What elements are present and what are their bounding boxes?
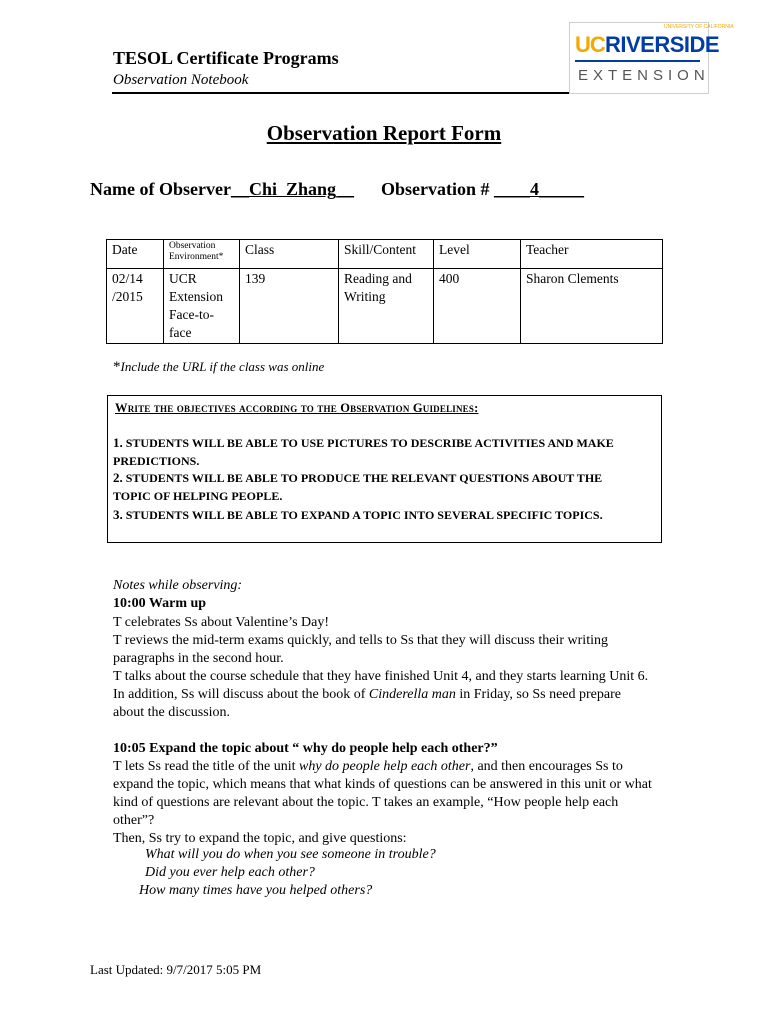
table-header-row: [107, 240, 663, 269]
observation-number-label: Observation #: [381, 179, 490, 199]
header-date: Date: [107, 240, 164, 269]
ucr-extension-logo: [569, 22, 734, 94]
logo-extension-text: EXTENSION: [578, 67, 710, 84]
logo-divider: [575, 60, 700, 62]
student-question: What will you do when you see someone in trouble?: [145, 847, 436, 862]
objective-text: STUDENTS WILL BE ABLE TO PRODUCE THE RELEVANT QUESTIONS ABOUT THE TOPIC OF HELPING PEOPLE.: [113, 471, 603, 503]
logo-university-text: UNIVERSITY OF CALIFORNIA: [664, 24, 734, 30]
warmup-line: [113, 668, 653, 722]
student-question: Did you ever help each other?: [145, 865, 315, 880]
observer-line: [90, 179, 584, 200]
logo-uc-text: UC: [575, 32, 605, 57]
objective-item: [113, 434, 633, 470]
student-question: How many times have you helped others?: [139, 883, 373, 898]
table-row: [107, 269, 663, 344]
warmup-line: T reviews the mid-term exams quickly, and tells to Ss that they will discuss their writing paragraphs in the second hour.: [113, 633, 608, 666]
header-class: Class: [240, 240, 339, 269]
unit-title: why do people help each other: [299, 759, 471, 774]
objective-number: 2.: [113, 470, 123, 485]
cell-level: 400: [434, 269, 521, 344]
warmup-line: T celebrates Ss about Valentine’s Day!: [113, 615, 330, 630]
notes-label: Notes while observing:: [113, 578, 243, 593]
observer-name-label: Name of Observer: [90, 179, 231, 199]
observation-info-table: [106, 239, 663, 344]
header-skill: Skill/Content: [339, 240, 434, 269]
cell-teacher: Sharon Clements: [521, 269, 663, 344]
objectives-box: [107, 395, 662, 543]
warmup-notes: [113, 614, 653, 722]
form-title-text: Observation Report Form: [266, 121, 502, 145]
objective-text: STUDENTS WILL BE ABLE TO USE PICTURES TO DESCRIBE ACTIVITIES AND MAKE PREDICTIONS.: [113, 436, 614, 468]
logo-riverside-text: RIVERSIDE: [605, 32, 720, 57]
objective-number: 3.: [113, 507, 123, 522]
url-note: [113, 359, 324, 376]
program-title: TESOL Certificate Programs: [113, 48, 339, 68]
header-teacher: Teacher: [521, 240, 663, 269]
header-environment: Observation Environment*: [164, 240, 240, 269]
url-note-asterisk: *: [113, 359, 121, 375]
cell-date: 02/14 /2015: [107, 269, 164, 344]
last-updated-footer: Last Updated: 9/7/2017 5:05 PM: [90, 962, 262, 977]
notebook-subtitle: Observation Notebook: [113, 72, 249, 88]
cell-environment: UCR Extension Face-to-face: [164, 269, 240, 344]
objective-item: [113, 506, 633, 525]
expand-topic-notes: [113, 758, 658, 848]
book-title: Cinderella man: [368, 687, 456, 702]
form-title: [0, 121, 768, 146]
expand-text: , and then encourages Ss to expand the topic, which means that what kinds of questions can be answered in this unit or what kind of questions are relevant about the topic. T takes an example, “How people help each other”?: [113, 759, 652, 828]
header-level: Level: [434, 240, 521, 269]
observer-name-value: __Chi Zhang__: [230, 179, 354, 199]
warmup-text: in Friday, so Ss need prepare about the discussion.: [113, 687, 621, 720]
expand-topic-heading: 10:05 Expand the topic about “ why do people help each other?”: [113, 741, 498, 756]
cell-skill: Reading and Writing: [339, 269, 434, 344]
objective-text: STUDENTS WILL BE ABLE TO EXPAND A TOPIC INTO SEVERAL SPECIFIC TOPICS.: [125, 508, 603, 522]
expand-paragraph: [113, 758, 658, 830]
url-note-text: Include the URL if the class was online: [120, 359, 325, 374]
expand-text: T lets Ss read the title of the unit: [113, 759, 296, 774]
expand-line: Then, Ss try to expand the topic, and give questions:: [113, 831, 407, 846]
warmup-text: T talks about the course schedule that they have finished Unit 4, and they starts learning Unit 6. In addition, Ss will discuss about the book of: [113, 669, 649, 702]
objective-number: 1.: [113, 435, 123, 450]
warmup-heading: 10:00 Warm up: [113, 596, 207, 611]
cell-class: 139: [240, 269, 339, 344]
objectives-heading: Write the objectives according to the Observation Guidelines:: [115, 401, 479, 415]
objective-item: [113, 469, 633, 505]
observation-number-value: ____4_____: [494, 179, 585, 199]
